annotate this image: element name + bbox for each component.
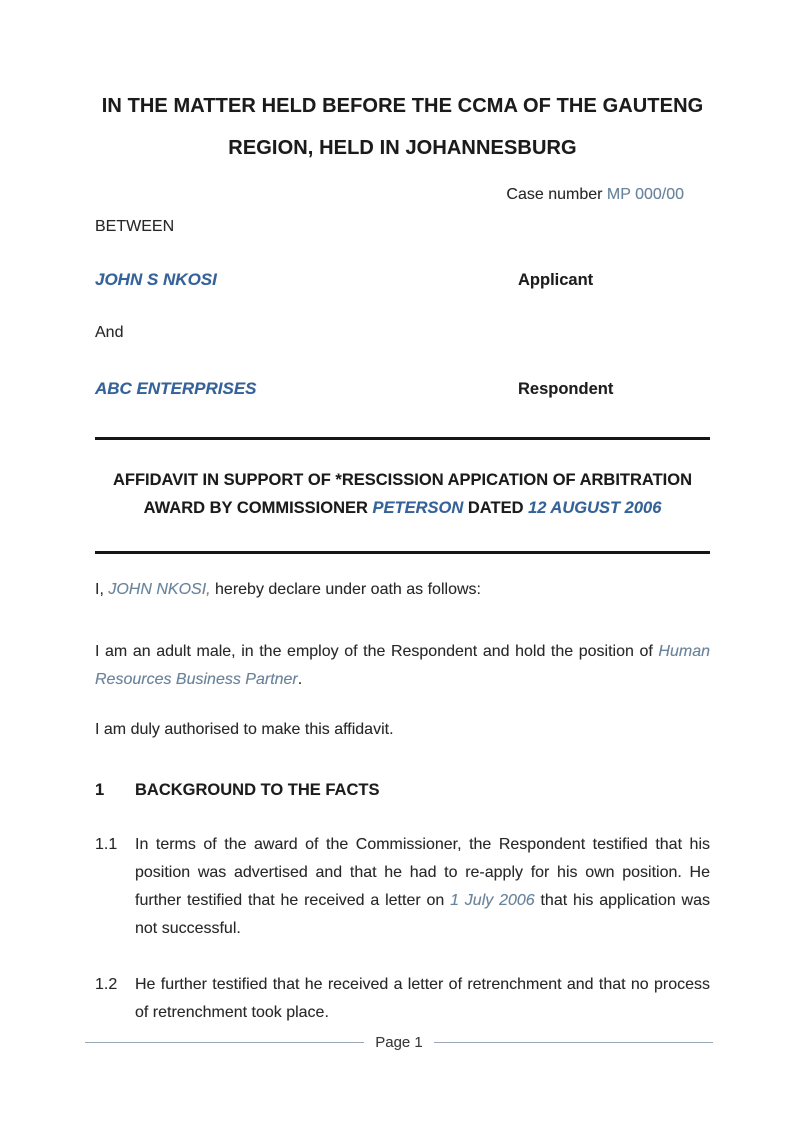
case-number-line	[95, 186, 710, 204]
declaration-pre: I,	[95, 581, 109, 598]
applicant-role: Applicant	[518, 271, 594, 289]
document-title	[95, 85, 710, 169]
employment-paragraph	[95, 638, 710, 694]
respondent-name: ABC ENTERPRISES	[95, 379, 257, 398]
clause-1-2-text: He further testified that he received a letter of retrenchment and that no process of retrenchment took place.	[135, 976, 710, 1021]
clause-1-1-post: that his application was not successful.	[135, 892, 711, 937]
page-footer	[85, 1034, 713, 1051]
section-heading	[95, 781, 710, 800]
award-date: 12 AUGUST 2006	[528, 499, 662, 517]
employment-post: .	[297, 671, 303, 688]
clause-1-1	[95, 831, 710, 943]
case-number-value: MP 000/00	[606, 186, 684, 203]
respondent-role: Respondent	[518, 380, 614, 398]
section-number: 1	[95, 781, 105, 799]
document-title-line1: IN THE MATTER HELD BEFORE THE CCMA OF THE GAUTENG	[101, 95, 704, 117]
document-title-line2: REGION, HELD IN JOHANNESBURG	[228, 137, 577, 159]
letter-date: 1 July 2006	[450, 892, 535, 909]
conjunction-label: And	[95, 324, 124, 341]
section-rule-top	[95, 437, 710, 440]
declarant-name: JOHN NKOSI,	[108, 581, 211, 598]
applicant-row	[95, 270, 710, 296]
footer-rule-left	[85, 1042, 364, 1043]
clause-1-2-number: 1.2	[95, 976, 118, 993]
clause-1-2	[95, 971, 710, 1027]
position-title: Human Resources Business Partner	[95, 643, 710, 688]
declaration-post: hereby declare under oath as follows:	[210, 581, 481, 598]
affidavit-heading	[95, 466, 710, 522]
footer-rule-right	[434, 1042, 713, 1043]
between-label: BETWEEN	[95, 218, 175, 235]
commissioner-name: PETERSON	[372, 499, 464, 517]
employment-pre: I am an adult male, in the employ of the Respondent and hold the position of	[95, 643, 659, 660]
section-heading-text: BACKGROUND TO THE FACTS	[135, 781, 380, 799]
clause-1-1-text	[135, 831, 710, 943]
authorisation-paragraph: I am duly authorised to make this affidavit.	[95, 721, 394, 738]
applicant-name: JOHN S NKOSI	[95, 270, 217, 289]
page-number-label: Page 1	[375, 1034, 423, 1051]
case-number-label: Case number	[506, 186, 603, 203]
dated-label: DATED	[467, 499, 524, 517]
clause-1-1-pre: In terms of the award of the Commissioner, the Respondent testified that his position was advertised and that he had to re-apply for his own position. He further testified that he received a letter on	[135, 836, 710, 909]
declaration-paragraph	[95, 581, 710, 599]
clause-1-1-number: 1.1	[95, 836, 118, 853]
section-rule-bottom	[95, 551, 710, 554]
affidavit-heading-text: AFFIDAVIT IN SUPPORT OF *RESCISSION APPICATION OF ARBITRATION AWARD BY COMMISSIONER	[112, 471, 693, 517]
respondent-row	[95, 379, 710, 405]
